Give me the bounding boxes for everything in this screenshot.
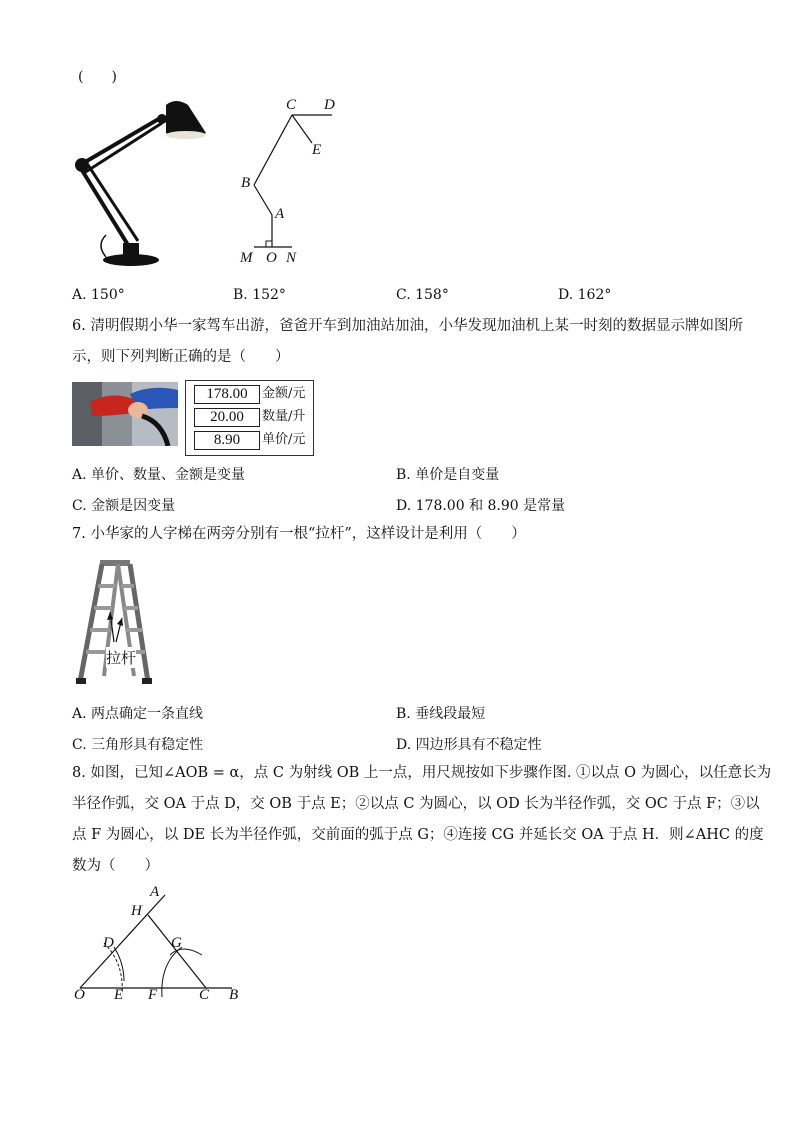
display-row-quantity bbox=[194, 408, 306, 425]
q8-stem-line4: 数为（ ） bbox=[72, 858, 159, 874]
amount-value: 178.00 bbox=[194, 385, 260, 404]
q6-stem-line1: 6. 清明假期小华一家驾车出游，爸爸开车到加油站加油，小华发现加油机上某一时刻的数据显示牌如图所 bbox=[72, 318, 743, 334]
label-C: C bbox=[199, 987, 210, 1003]
display-row-amount bbox=[194, 385, 306, 402]
pull-rod-caption: 拉杆 bbox=[106, 649, 137, 667]
q7-stem: 7. 小华家的人字梯在两旁分别有一根“拉杆”，这样设计是利用（ ） bbox=[72, 526, 526, 542]
label-D: D bbox=[324, 97, 335, 113]
label-C: C bbox=[286, 97, 297, 113]
quantity-label: 数量/升 bbox=[262, 409, 306, 424]
unit-price-label: 单价/元 bbox=[262, 432, 306, 447]
label-B: B bbox=[229, 987, 239, 1003]
answer-bracket: ( ) bbox=[78, 69, 117, 85]
q7-option-b[interactable]: B. 垂线段最短 bbox=[396, 706, 486, 722]
label-G: G bbox=[171, 935, 182, 951]
label-F: F bbox=[148, 987, 158, 1003]
q7-option-c[interactable]: C. 三角形具有稳定性 bbox=[72, 737, 204, 753]
q7-option-d[interactable]: D. 四边形具有不稳定性 bbox=[396, 737, 542, 753]
label-D: D bbox=[103, 935, 114, 951]
q5-option-a[interactable]: A. 150° bbox=[72, 287, 125, 303]
q5-option-d[interactable]: D. 162° bbox=[558, 287, 612, 303]
desk-lamp-image bbox=[66, 95, 216, 275]
label-B: B bbox=[241, 175, 251, 191]
label-M: M bbox=[240, 250, 253, 266]
q8-stem-line2: 半径作弧，交 OA 于点 D，交 OB 于点 E；②以点 C 为圆心，以 OD 长为半径作弧，交 OC 于点 F；③以 bbox=[72, 796, 760, 812]
q6-option-d[interactable]: D. 178.00 和 8.90 是常量 bbox=[396, 498, 566, 514]
q5-option-c[interactable]: C. 158° bbox=[396, 287, 449, 303]
q7-option-a[interactable]: A. 两点确定一条直线 bbox=[72, 706, 204, 722]
q8-stem-line1: 8. 如图，已知∠AOB = α，点 C 为射线 OB 上一点，用尺规按如下步骤作图. ①以点 O 为圆心，以任意长为 bbox=[72, 765, 772, 781]
display-row-unit-price bbox=[194, 431, 306, 448]
q6-option-b[interactable]: B. 单价是自变量 bbox=[396, 467, 500, 483]
q6-stem-line2: 示，则下列判断正确的是（ ） bbox=[72, 349, 290, 365]
label-O: O bbox=[266, 250, 277, 266]
construction-diagram bbox=[70, 885, 250, 1005]
quantity-value: 20.00 bbox=[194, 408, 260, 427]
label-A: A bbox=[150, 884, 160, 900]
q5-option-b[interactable]: B. 152° bbox=[233, 287, 286, 303]
q6-option-a[interactable]: A. 单价、数量、金额是变量 bbox=[72, 467, 246, 483]
label-A: A bbox=[275, 206, 285, 222]
label-E: E bbox=[312, 142, 322, 158]
q8-stem-line3: 点 F 为圆心，以 DE 长为半径作弧，交前面的弧于点 G；④连接 CG 并延长交 OA 于点 H．则∠AHC 的度 bbox=[72, 827, 764, 843]
amount-label: 金额/元 bbox=[262, 386, 306, 401]
unit-price-value: 8.90 bbox=[194, 431, 260, 450]
label-O: O bbox=[74, 987, 85, 1003]
label-E: E bbox=[114, 987, 124, 1003]
fuel-nozzle-image bbox=[72, 382, 178, 446]
fuel-display-panel bbox=[185, 380, 314, 456]
label-N: N bbox=[286, 250, 297, 266]
label-H: H bbox=[131, 903, 142, 919]
q6-option-c[interactable]: C. 金额是因变量 bbox=[72, 498, 176, 514]
